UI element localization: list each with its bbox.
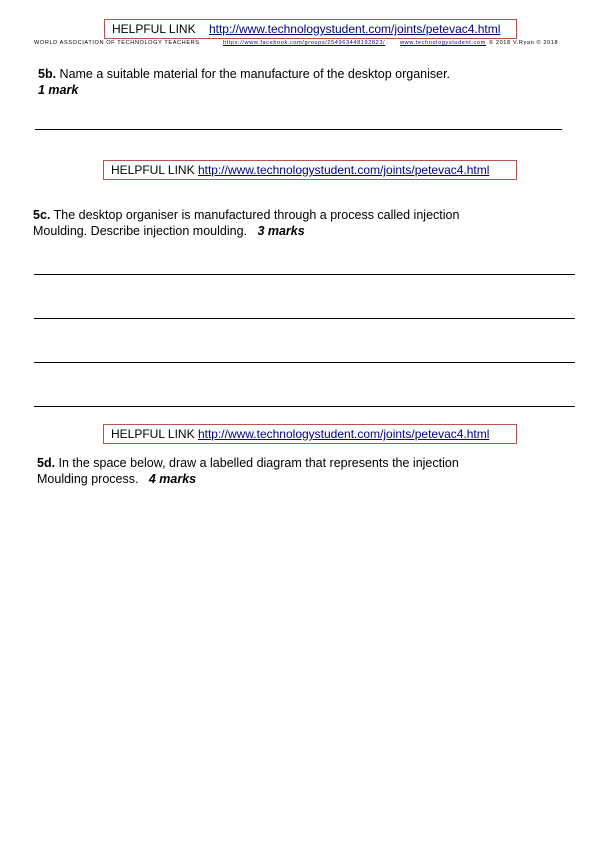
question-marks: 1 mark <box>38 83 79 97</box>
answer-line[interactable] <box>34 406 575 407</box>
helpful-link-url[interactable]: http://www.technologystudent.com/joints/petevac4.html <box>197 427 490 441</box>
copyright-text: © 2018 V.Ryan © 2018 <box>489 40 559 46</box>
helpful-link-box-2 <box>103 160 517 180</box>
diagram-drawing-area[interactable] <box>34 495 575 825</box>
facebook-link[interactable]: https://www.facebook.com/groups/254963448192823/ <box>223 40 386 46</box>
question-text-line2: Moulding. Describe injection moulding. <box>33 224 248 238</box>
helpful-link-label: HELPFUL LINK <box>111 163 195 177</box>
question-number: 5c. <box>33 208 51 222</box>
helpful-link-label: HELPFUL LINK <box>112 22 196 36</box>
helpful-link-label: HELPFUL LINK <box>111 427 195 441</box>
question-5c <box>33 207 573 239</box>
site-link[interactable]: www.technologystudent.com <box>400 40 486 46</box>
question-marks: 4 marks <box>148 472 197 486</box>
question-number: 5b. <box>38 67 57 81</box>
question-text-line1: In the space below, draw a labelled diagram that represents the injection <box>55 456 459 470</box>
helpful-link-box-1 <box>104 19 517 39</box>
answer-line[interactable] <box>34 318 575 319</box>
org-name: WORLD ASSOCIATION OF TECHNOLOGY TEACHERS <box>34 40 200 46</box>
helpful-link-url[interactable]: http://www.technologystudent.com/joints/petevac4.html <box>197 163 490 177</box>
question-marks: 3 marks <box>257 224 305 238</box>
answer-line[interactable] <box>34 362 575 363</box>
question-text-line2: Moulding process. <box>37 472 139 486</box>
question-text: Name a suitable material for the manufacture of the desktop organiser. <box>56 67 451 81</box>
answer-line[interactable] <box>34 274 575 275</box>
question-text-line1: The desktop organiser is manufactured through a process called injection <box>50 208 460 222</box>
question-5d <box>37 455 577 487</box>
answer-line[interactable] <box>35 129 562 130</box>
helpful-link-url[interactable]: http://www.technologystudent.com/joints/petevac4.html <box>208 22 501 36</box>
helpful-link-box-3 <box>103 424 517 444</box>
question-number: 5d. <box>37 456 56 470</box>
question-5b <box>38 66 558 98</box>
